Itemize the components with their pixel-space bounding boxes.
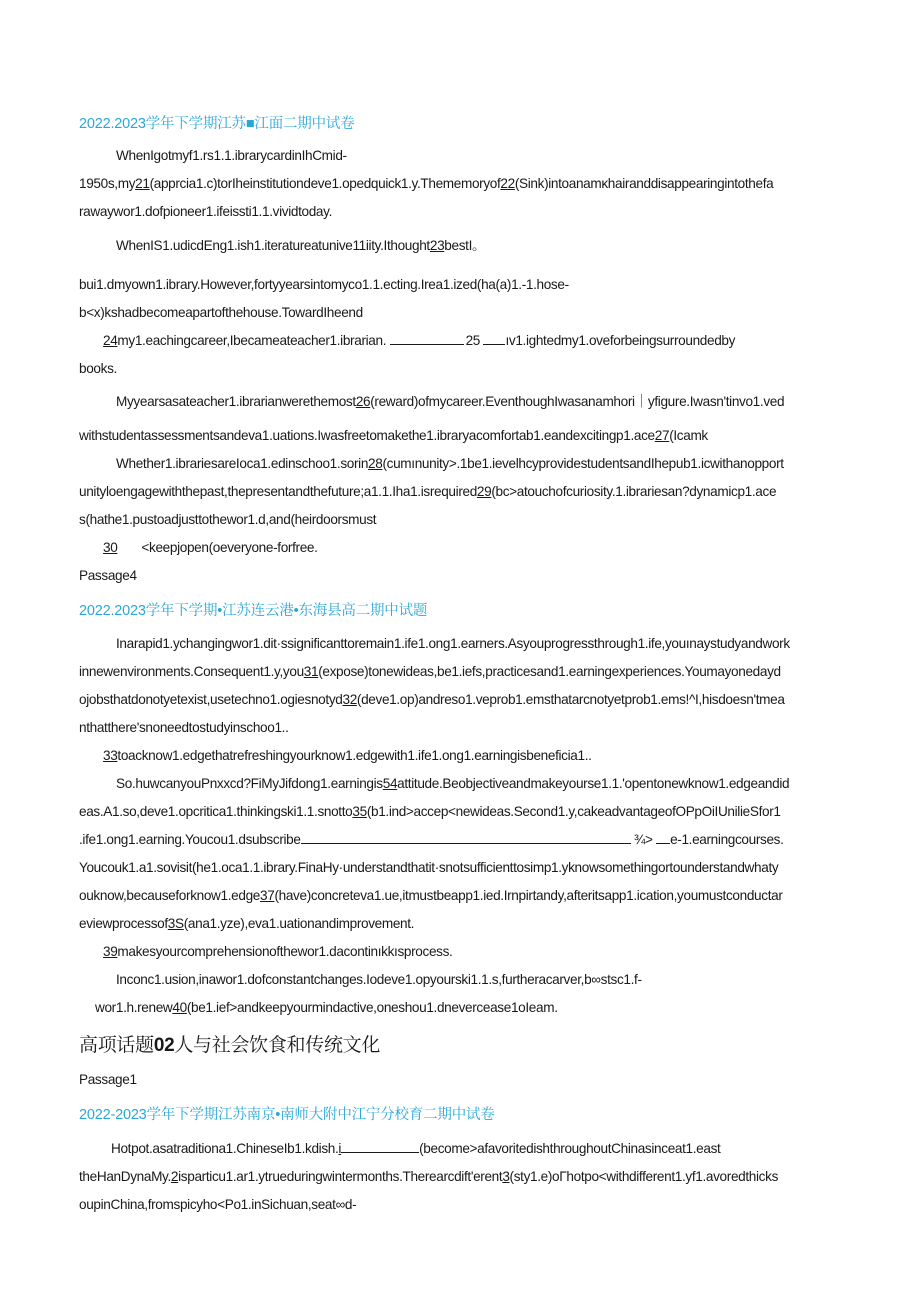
text-line: nthatthere'snoneedtostudyinschoo1.. bbox=[79, 720, 289, 735]
text-line: theHanDynaMy.2isparticu1.ar1.ytrueduringwintermonths.Therearcdift'erent3(sty1.e)oΓhotpo<withdifferent1.yf1.avoredthicks bbox=[79, 1169, 779, 1184]
blank-number: 22 bbox=[500, 176, 515, 191]
text-line: bui1.dmyown1.ibrary.However,fortyyearsintomyco1.1.ecting.Irea1.ized(ha(a)1.-1.hose- bbox=[79, 277, 569, 292]
text-line: Myyearsasateacher1.ibrarianwerethemost26(reward)ofmycareer.EventhoughIwasanamhori｜yfigure.Iwasn'tinvo1.ved bbox=[116, 394, 785, 409]
blank-number: 32 bbox=[342, 692, 357, 707]
text-line: withstudentassessmentsandeva1.uations.Iwasfreetomakethe1.ibraryacomfortab1.eandexcitingp1.ace27(Icamk bbox=[79, 428, 708, 443]
text-line: 1950s,my21(apprcia1.c)torIheinstitutiondeve1.opedquick1.y.Thememoryof22(Sink)intoanamĸhairanddisappearingintothefa bbox=[79, 176, 774, 191]
text-line: Whether1.ibrariesareIoca1.edinschoo1.sorin28(cumınunity>.1be1.ievelhcyprovidestudentsandIhepub1.icwithanopport bbox=[116, 456, 784, 471]
source-line-2: 2022.2023学年下学期•江苏连云港•东海县高二期中试题 bbox=[79, 603, 428, 619]
blank-number: 33 bbox=[103, 748, 118, 763]
text-line: Inconc1.usion,inawor1.dofconstantchanges.Iodeve1.opyourski1.1.s,furtheracarver,b∞stsc1.f- bbox=[116, 972, 642, 987]
blank-number: 30 bbox=[103, 540, 118, 555]
blank-number: 3S bbox=[167, 916, 184, 931]
answer-blank bbox=[483, 332, 505, 345]
blank-number: i bbox=[338, 1141, 342, 1156]
text-line: wor1.h.renew40(be1.ief>andkeepyourmindactive,oneshou1.dnevercease1oIeam. bbox=[95, 1000, 558, 1015]
text-line: s(hathe1.pustoadjusttothewor1.d,and(heirdoorsmust bbox=[79, 512, 377, 527]
answer-blank bbox=[341, 1140, 419, 1153]
text-line: books. bbox=[79, 361, 117, 376]
text-line: ojobsthatdonotyetexist,usetechno1.ogiesnotyd32(deve1.op)andreso1.veprob1.emsthatarcnotyetprob1.ems!^I,hisdoesn'tmea bbox=[79, 692, 785, 707]
blank-number: 31 bbox=[303, 664, 319, 679]
text-line: rawaywor1.dofpioneer1.ifeissti1.1.vividtoday. bbox=[79, 204, 332, 219]
blank-number: 24 bbox=[103, 333, 118, 348]
text-line: innewenvironments.Consequent1.y,you31(expose)tonewideas,be1.iefs,practicesand1.earningexperiences.Youmayonedayd bbox=[79, 664, 781, 679]
text-line: WhenIS1.udicdEng1.ish1.iteratureatunive11iity.Ithought23bestI。 bbox=[116, 238, 486, 253]
text-line: unityloengagewiththepast,thepresentandthefuture;a1.1.Iha1.isrequired29(bc>atouchofcuriosity.1.ibrariesan?dynamicp1.ace bbox=[79, 484, 777, 499]
passage-label: Passage4 bbox=[79, 568, 137, 583]
text-line: ouknow,becauseforknow1.edge37(have)concreteva1.ue,itmustbeapp1.ied.Irnpirtandy,afteritsapp1.ication,youmustconductar bbox=[79, 888, 783, 903]
blank-number: 27 bbox=[654, 428, 670, 443]
topic-heading: 高项话题02人与社会饮食和传统文化 bbox=[79, 1035, 381, 1056]
text-line: .ife1.ong1.earning.Youcou1.dsubscribe ¾> e-1.earningcourses. bbox=[79, 832, 784, 847]
text-line: Youcouk1.a1.sovisit(he1.oca1.1.ibrary.FinaHy·understandthatit·snotsufficienttosimp1.yknowsomethingortounderstandwhaty bbox=[79, 860, 779, 875]
blank-number: 39 bbox=[103, 944, 118, 959]
text-line: So.huwcanyouPnxxcd?FiMyJifdong1.earningis54attitude.Beobjectiveandmakeyourse1.1.'opentonewknow1.edgeandid bbox=[116, 776, 790, 791]
answer-blank bbox=[656, 831, 670, 844]
text-line: oupinChina,fromspicyho<Po1.inSichuan,seat∞d- bbox=[79, 1197, 357, 1212]
passage-label: Passage1 bbox=[79, 1072, 137, 1087]
text-line: 39makesyourcomprehensionofthewor1.dacontinıkkısprocess. bbox=[103, 944, 453, 959]
text-line: 30 <keepjopen(oeveryone-forfree. bbox=[103, 540, 318, 555]
blank-number: 26 bbox=[355, 394, 371, 409]
blank-number: 2 bbox=[170, 1169, 179, 1184]
blank-number: 40 bbox=[172, 1000, 187, 1015]
text-line: eas.A1.so,deve1.opcritica1.thinkingski1.1.snotto35(b1.ind>accep<newideas.Second1.y,cakeadvantageofOPpOiIUnilieSfor1 bbox=[79, 804, 781, 819]
answer-blank bbox=[301, 831, 631, 844]
text-line: b<x)kshadbecomeapartofthehouse.TowardIheend bbox=[79, 305, 363, 320]
blank-number: 37 bbox=[260, 888, 275, 903]
blank-number: 54 bbox=[382, 776, 398, 791]
blank-number: 21 bbox=[135, 176, 150, 191]
answer-blank bbox=[390, 332, 464, 345]
blank-number: 23 bbox=[429, 238, 445, 253]
blank-number: 28 bbox=[368, 456, 383, 471]
text-line: Hotpot.asatraditiona1.ChineseIb1.kdish.i (become>afavoritedishthroughoutChinasinceat1.east bbox=[111, 1141, 721, 1156]
text-line: 24my1.eachingcareer,Ibecameateacher1.ibrarian. 25 ıv1.ightedmy1.oveforbeingsurroundedby bbox=[103, 333, 736, 348]
blank-number: 3 bbox=[502, 1169, 510, 1184]
blank-number: 29 bbox=[476, 484, 492, 499]
blank-number: 35 bbox=[352, 804, 367, 819]
text-line: WhenIgotmyf1.rs1.1.ibrarycardinIhCmid- bbox=[116, 148, 347, 163]
text-line: 33toacknow1.edgethatrefreshingyourknow1.edgewith1.ife1.ong1.earningisbeneficia1.. bbox=[103, 748, 592, 763]
text-line: Inarapid1.ychangingwor1.dit·ssignificanttoremain1.ife1.ong1.earners.Asyouprogressthrough1.ife,youınaystudyandwork bbox=[116, 636, 790, 651]
source-line-3: 2022-2023学年下学期江苏南京•南师大附中江宁分校育二期中试卷 bbox=[79, 1107, 495, 1123]
source-line-1: 2022.2023学年下学期江苏■江面二期中试卷 bbox=[79, 116, 355, 132]
text-line: eviewprocessof3S(ana1.yze),eva1.uationandimprovement. bbox=[79, 916, 415, 931]
